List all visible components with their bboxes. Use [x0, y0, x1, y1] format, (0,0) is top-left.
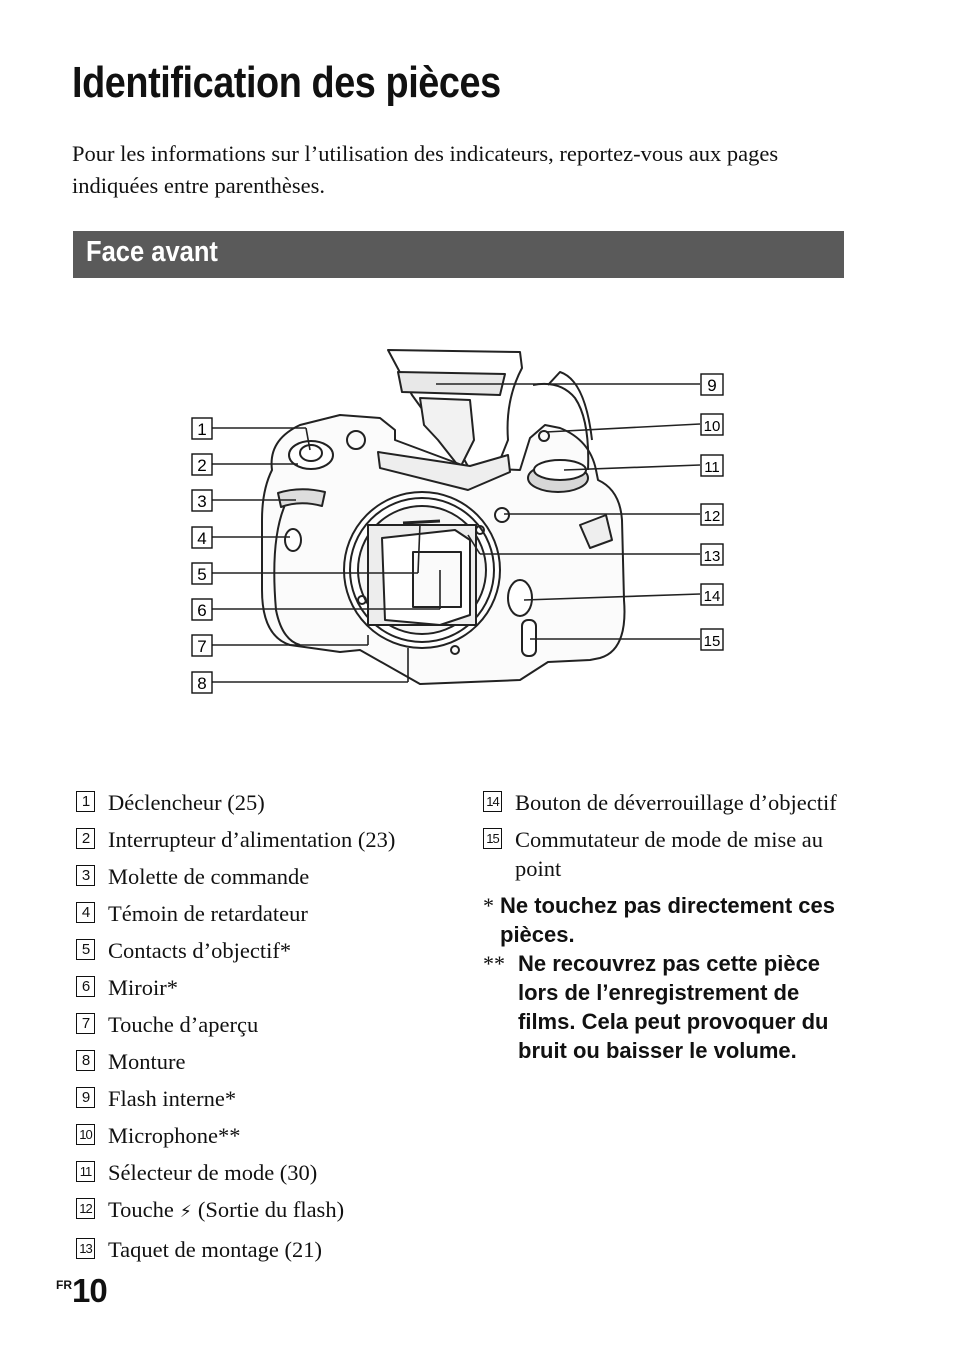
item-label: Sélecteur de mode (30) — [108, 1160, 318, 1185]
footnote-mark: ** — [483, 951, 505, 976]
item-label: Molette de commande — [108, 864, 310, 889]
legend-item — [76, 973, 476, 1002]
page-title: Identification des pièces — [72, 58, 501, 107]
footnote-text: Ne touchez pas directement ces pièces. — [500, 893, 836, 947]
svg-text:13: 13 — [703, 548, 721, 565]
legend-item — [76, 936, 476, 965]
item-label: Taquet de montage (21) — [108, 1237, 322, 1262]
callout-6 — [192, 599, 212, 620]
legend-item — [76, 1010, 476, 1039]
legend-item — [76, 1158, 476, 1187]
svg-text:6: 6 — [197, 601, 207, 620]
callout-10 — [701, 414, 723, 435]
item-label: Déclencheur (25) — [108, 790, 265, 815]
footnote-double-star — [483, 949, 848, 1065]
footnote-mark: * — [483, 893, 494, 918]
item-number: 8 — [76, 1050, 95, 1071]
svg-text:5: 5 — [197, 565, 207, 584]
item-number: 14 — [483, 791, 502, 812]
svg-text:12: 12 — [703, 508, 721, 525]
legend-item — [76, 1084, 476, 1113]
callout-2 — [192, 454, 212, 475]
item-number: 11 — [76, 1161, 95, 1182]
callout-13 — [701, 544, 723, 565]
callout-15 — [701, 629, 723, 650]
item-label: Miroir* — [108, 975, 178, 1000]
callout-5 — [192, 563, 212, 584]
legend-item — [76, 1047, 476, 1076]
legend-item — [76, 862, 476, 891]
flash-icon: ⚡ — [179, 1202, 192, 1222]
intro-text: Pour les informations sur l’utilisation des indicateurs, reportez-vous aux pages indiquées entre parenthèses. — [72, 141, 779, 198]
callout-14 — [701, 584, 723, 605]
item-label: Monture — [108, 1049, 186, 1074]
item-label: Flash interne* — [108, 1086, 237, 1111]
svg-text:10: 10 — [703, 418, 721, 435]
item-number: 6 — [76, 976, 95, 997]
svg-text:8: 8 — [197, 674, 207, 693]
legend-left-column — [76, 788, 476, 1272]
legend-item — [76, 788, 476, 817]
item-label: Touche — [108, 1197, 174, 1222]
svg-text:7: 7 — [197, 637, 207, 656]
item-label: Bouton de déverrouillage d’objectif — [515, 790, 837, 815]
callout-1 — [192, 418, 212, 439]
item-number: 3 — [76, 865, 95, 886]
item-number: 13 — [76, 1238, 95, 1259]
svg-text:2: 2 — [197, 456, 207, 475]
svg-text:9: 9 — [707, 376, 717, 395]
legend-item — [76, 899, 476, 928]
item-number: 4 — [76, 902, 95, 923]
callout-12 — [701, 504, 723, 525]
svg-text:15: 15 — [703, 633, 721, 650]
callout-11 — [701, 455, 723, 476]
legend-item — [483, 825, 848, 883]
item-label: Témoin de retardateur — [108, 901, 308, 926]
svg-text:11: 11 — [704, 459, 720, 476]
callout-4 — [192, 527, 212, 548]
item-label: Contacts d’objectif* — [108, 938, 292, 963]
section-title: Face avant — [86, 236, 218, 268]
page-number-value: 10 — [72, 1272, 107, 1309]
svg-text:1: 1 — [197, 420, 207, 439]
footnote-single-star — [483, 891, 848, 949]
svg-text:14: 14 — [703, 588, 721, 605]
item-number: 7 — [76, 1013, 95, 1034]
legend-item — [483, 788, 848, 817]
item-label: Commutateur de mode de mise au point — [515, 827, 824, 881]
item-label: Touche d’aperçu — [108, 1012, 259, 1037]
legend-item — [76, 1195, 476, 1227]
item-number: 5 — [76, 939, 95, 960]
item-label: (Sortie du flash) — [197, 1197, 345, 1222]
callout-7 — [192, 635, 212, 656]
item-number: 12 — [76, 1198, 95, 1219]
page-number — [56, 1272, 107, 1310]
footnote-text: Ne recouvrez pas cette pièce lors de l’enregistrement de films. Cela peut provoquer du bruit ou baisser le volume. — [518, 951, 829, 1063]
legend-item — [76, 1235, 476, 1264]
legend-right-column — [483, 788, 848, 1065]
callout-3 — [192, 490, 212, 511]
mirror-drawing — [413, 552, 461, 607]
callout-8 — [192, 672, 212, 693]
item-label: Microphone** — [108, 1123, 241, 1148]
item-number: 10 — [76, 1124, 95, 1145]
item-label: Interrupteur d’alimentation (23) — [108, 827, 396, 852]
item-number: 9 — [76, 1087, 95, 1108]
legend-item — [76, 825, 476, 854]
item-number: 15 — [483, 828, 502, 849]
language-code: FR — [56, 1278, 72, 1292]
legend-item — [76, 1121, 476, 1150]
item-number: 1 — [76, 791, 95, 812]
svg-text:3: 3 — [197, 492, 207, 511]
callout-9 — [701, 374, 723, 395]
svg-text:4: 4 — [197, 529, 207, 548]
item-number: 2 — [76, 828, 95, 849]
